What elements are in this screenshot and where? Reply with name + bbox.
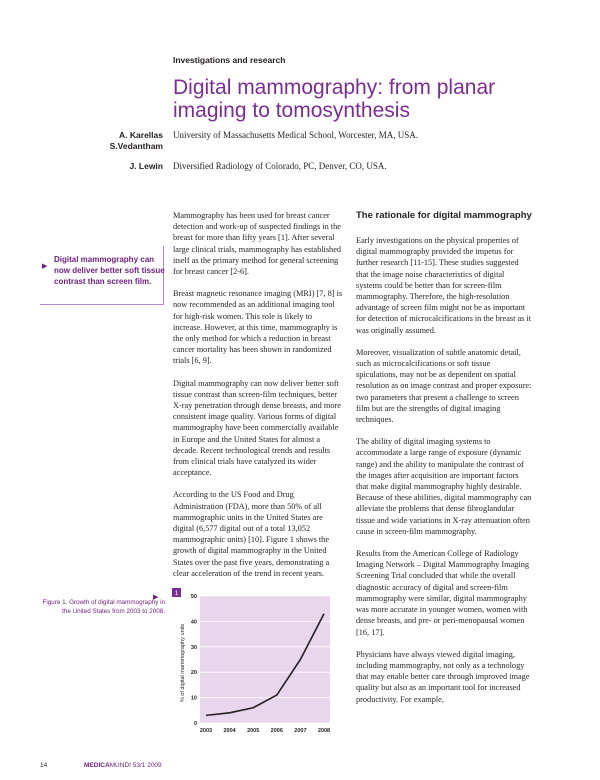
figure-1-chart: [170, 588, 340, 748]
paragraph: Mammography has been used for breast cancer detection and work-up of suspected findings in the breast for more than fifty years [1]. After several large clinical trials, mammography has established itself as the primary method for general screening for breast cancer [2-6].: [173, 211, 342, 277]
x-tick-label: 2006: [270, 728, 283, 734]
paragraph: Digital mammography can now deliver better soft tissue contrast than screen-film techniques, better X-ray penetration through dense breasts, and more consistent image quality. Various forms of digital mammography have been commercially available in Europe and the United States for almost a decade. Recent technological trends and results from clinical trials have catalyzed its wider acceptance.: [173, 378, 341, 478]
paragraph: Results from the American College of Radiology Imaging Network – Digital Mammography Imaging Screening Trial concluded that while the overall diagnostic accuracy of digital and screen-film mammography were similar, digital mammography was more accurate in younger women, women with dense breasts, and pre- or peri-menopausal women [16, 17].: [356, 549, 530, 637]
y-tick-label: 0: [193, 721, 197, 727]
magazine-issue: MUNDI 53/1 2009: [109, 762, 162, 769]
y-tick-label: 40: [190, 619, 197, 626]
x-tick-label: 2007: [294, 728, 307, 734]
plot-background: [200, 596, 330, 723]
magazine-name-bold: MEDICA: [84, 762, 110, 769]
paragraph: The ability of digital imaging systems to accommodate a large range of exposure (dynamic range) and the ability to manipulate the contrast of the images after acquisition are important factors that make digital mammography highly desirable. Because of these abilities, digital mammography can alleviate the problems that dense fibroglandular tissue and wide variations in X-ray attenuation often cause in screen-film mammography.: [356, 437, 532, 536]
x-tick-label: 2008: [317, 728, 331, 734]
paragraph: Breast magnetic resonance imaging (MRI) [7, 8] is now recommended as an additional imaging tool for high-risk women. This role is likely to increase. However, at this time, mammography is the only method for which a reduction in breast cancer mortality has been shown in randomized trials [6, 9].: [173, 289, 343, 366]
x-tick-label: 2004: [223, 728, 236, 734]
page-number: 14: [40, 762, 48, 769]
column-2: [356, 210, 532, 716]
author-karellas-vedantham: A. Karellas S.Vedantham: [109, 130, 163, 151]
paragraph: Early investigations on the physical properties of digital mammography provided the impetus for further research [11-15]. These studies suggested that the image noise characteristics of digital systems could be better than for screen-film mammography. Therefore, the high-resolution advantage of screen film might not be as important for detection of microcalcifications in the breast as it was originally assumed.: [356, 236, 532, 335]
paragraph: Moreover, visualization of subtle anatomic detail, such as microcalcifications or soft tissue spiculations, may not be as dependent on spatial resolution as on image contrast and proper exposure: two parameters that present a challenge to screen film but are the strengths of digital imaging techniques.: [356, 347, 532, 425]
y-tick-label: 50: [190, 594, 197, 600]
pull-quote-arrow-icon: ▶: [42, 262, 48, 270]
x-tick-label: 2005: [247, 728, 260, 734]
section-label: Investigations and research: [173, 55, 286, 65]
caption-arrow-icon: ▶: [153, 593, 159, 601]
y-tick-label: 10: [190, 695, 197, 702]
affiliation-colorado: Diversified Radiology of Colorado, PC, Denver, CO, USA.: [173, 161, 387, 171]
y-tick-label: 20: [190, 670, 197, 677]
x-tick-label: 2003: [199, 728, 213, 734]
section-heading: The rationale for digital mammography: [356, 210, 532, 221]
paragraph: According to the US Food and Drug Administration (FDA), more than 50% of all mammographic units in the United States are digital (6,577 digital out of a total 13,052 mammographic units) [10]. Figure 1 shows the growth of digital mammography in the United States over the past five years, demonstrating a clear acceleration of the trend in recent years.: [173, 490, 330, 578]
y-axis-label: % of digital mammography units: [180, 623, 186, 703]
article-title: Digital mammography: from planar imaging to tomosynthesis: [173, 76, 496, 122]
y-tick-label: 30: [190, 644, 197, 651]
figure-number: 1: [174, 590, 179, 597]
magazine-name: [84, 762, 162, 769]
author-lewin: J. Lewin: [129, 161, 163, 171]
affiliation-umass: University of Massachusetts Medical School, Worcester, MA, USA.: [173, 130, 418, 140]
column-1: [173, 210, 343, 590]
pull-quote: Digital mammography can now deliver better soft tissue contrast than screen film.: [54, 255, 165, 286]
paragraph: Physicians have always viewed digital imaging, including mammography, not only as a technology that may enable better care through improved image quality but also as an important tool for increased productivity. For example,: [356, 649, 530, 704]
figure-caption: Figure 1. Growth of digital mammography in the United States from 2003 to 2008.: [42, 599, 165, 615]
